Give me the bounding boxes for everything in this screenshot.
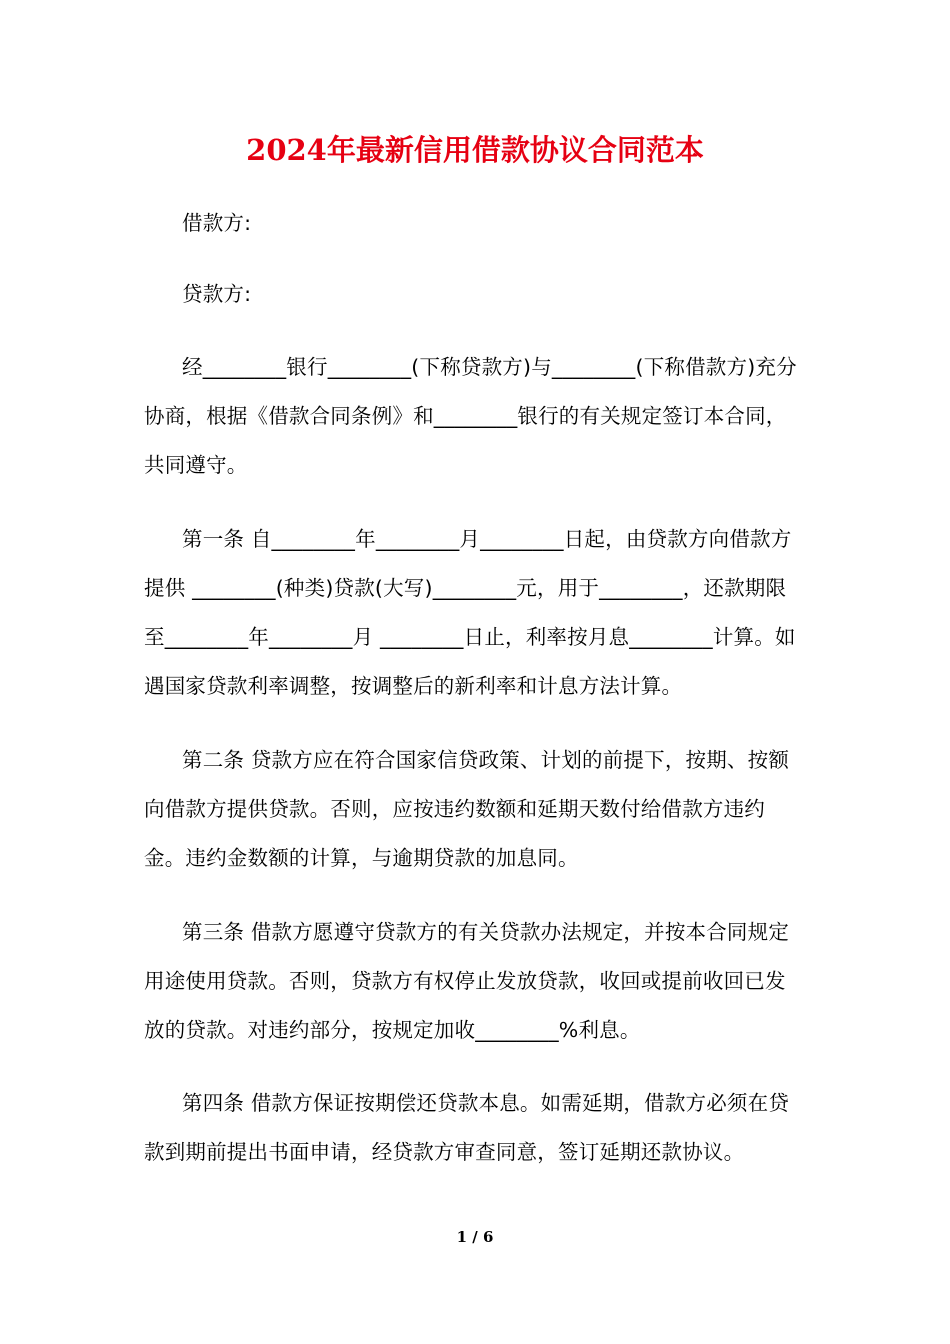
page-number: 1 / 6	[456, 1228, 494, 1246]
article-4-paragraph: 第四条 借款方保证按期偿还贷款本息。如需延期，借款方必须在贷款到期前提出书面申请，经贷款方审查同意，签订延期还款协议。	[144, 1091, 790, 1164]
article-3-paragraph: 第三条 借款方愿遵守贷款方的有关贷款办法规定，并按本合同规定用途使用贷款。否则，贷款方有权停止发放贷款，收回或提前收回已发放的贷款。对违约部分，按规定加收________%利息。	[144, 920, 790, 1042]
article-2-paragraph: 第二条 贷款方应在符合国家信贷政策、计划的前提下，按期、按额向借款方提供贷款。否则，应按违约数额和延期天数付给借款方违约金。违约金数额的计算，与逾期贷款的加息同。	[144, 748, 790, 870]
article-1-paragraph: 第一条 自________年________月________日起，由贷款方向借款方提供 ________(种类)贷款(大写)________元，用于________，还款期限至________年________月 ________日止，利率按月息________计算。如遇国家贷款利率调整，按调整后的新利率和计息方法计算。	[144, 527, 796, 698]
lender-line: 贷款方:	[182, 282, 252, 306]
document-title: 2024年最新信用借款协议合同范本	[246, 133, 704, 167]
preamble-paragraph: 经________银行________(下称贷款方)与________(下称借款方)充分协商，根据《借款合同条例》和________银行的有关规定签订本合同，共同遵守。	[144, 355, 797, 477]
borrower-line: 借款方:	[182, 211, 252, 235]
